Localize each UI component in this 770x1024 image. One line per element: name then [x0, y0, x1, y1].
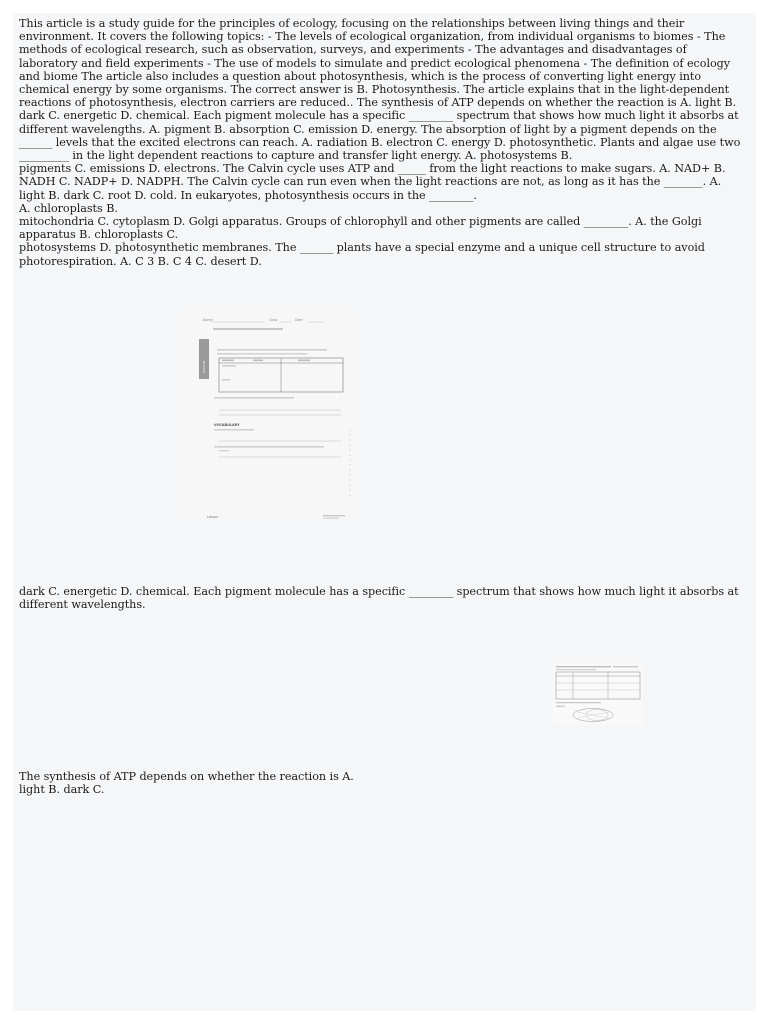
worksheet-thumbnail-graphic — [553, 663, 643, 725]
intro-line: pigments C. emissions D. electrons. The Calvin cycle uses ATP and _____ from the light reactions to make sugars. A. NAD+ B. NADH C. NADP+ D. NADPH. The Calvin cycle can run even when the light reactions are not, as long as it has the _______. A. light B. dark C. root D. cold. In eukaryotes, photosynthesis occurs in the ________. — [19, 162, 726, 202]
middle-paragraph — [19, 585, 747, 611]
worksheet-header-name: Name — [203, 318, 213, 322]
intro-line: This article is a study guide for the principles of ecology, focusing on the relationships between living things and their environment. It covers the following topics: - The levels of ecological organization, from individual organisms to biomes - The methods of ecological research, such as observation, surveys, and experiments - The advantages and disadvantages of laboratory and field experiments - The use of models to simulate and predict ecological phenomena - The definition of ecology and biome The article also includes a question about photosynthesis, which is the process of converting light energy into chemical energy by some organisms. The correct answer is B. Photosynthesis. The article explains that in the light-dependent reactions of photosynthesis, electron carriers are reduced.. The synthesis of ATP depends on whether the reaction is A. light B. dark C. energetic D. chemical. Each pigment molecule has a specific ________ spectrum that shows how much light it absorbs at different wavelengths. A. pigment B. absorption C. emission D. energy. The absorption of light by a pigment depends on the ______ levels that the excited electrons can reach. A. radiation B. electron C. energy D. photosynthetic. Plants and algae use two _________ in the light dependent reactions to capture and transfer light energy. A. photosystems B. — [19, 17, 741, 163]
intro-line: mitochondria C. cytoplasm D. Golgi apparatus. Groups of chlorophyll and other pigments are called ________. A. the Golgi apparatus B. chloroplasts C. — [19, 215, 702, 242]
worksheet-scan-thumbnail — [553, 663, 643, 725]
thumbnail-caption: Lesson — [556, 705, 565, 708]
worksheet-scan-image — [183, 311, 353, 519]
worksheet-footer: Lesson — [207, 515, 218, 519]
worksheet-section-heading: VOCABULARY — [214, 423, 240, 427]
intro-paragraph — [19, 17, 747, 268]
document-page — [13, 13, 756, 1011]
intro-line: A. chloroplasts B. — [19, 201, 118, 215]
worksheet-header-class: Class — [269, 318, 278, 322]
middle-text: dark C. energetic D. chemical. Each pigment molecule has a specific ________ spectrum that shows how much light it absorbs at different wavelengths. — [19, 585, 739, 612]
worksheet-scan-graphic — [183, 311, 353, 519]
intro-line: photosystems D. photosynthetic membranes. The ______ plants have a special enzyme and a unique cell structure to avoid photorespiration. A. C 3 B. C 4 C. desert D. — [19, 241, 705, 268]
closing-line: The synthesis of ATP depends on whether the reaction is A. — [19, 770, 354, 783]
worksheet-side-tab: LESSON — [202, 361, 206, 373]
closing-line: light B. dark C. — [19, 783, 105, 797]
closing-paragraph — [19, 770, 519, 796]
worksheet-header-date: Date — [295, 318, 303, 322]
